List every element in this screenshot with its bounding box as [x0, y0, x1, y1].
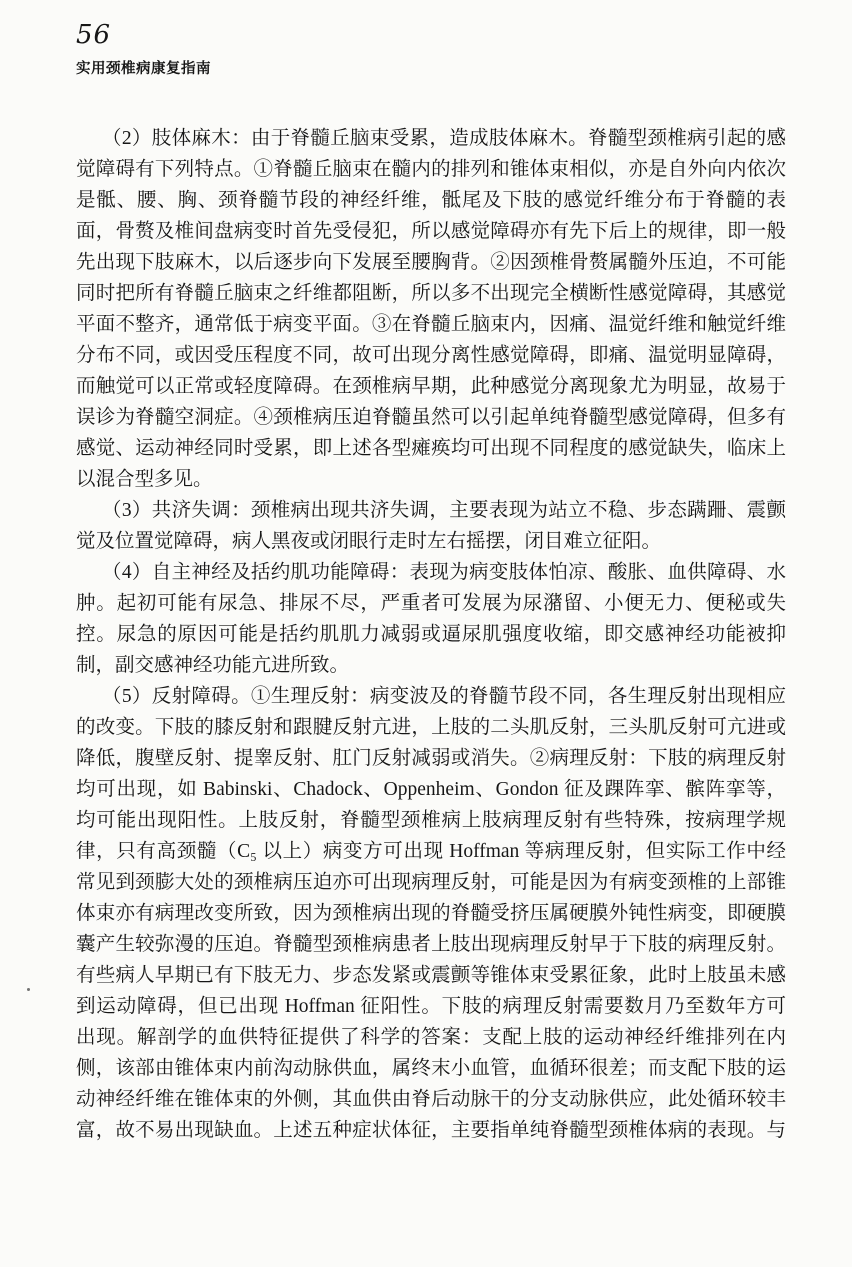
text-line: 制，副交感神经功能亢进所致。: [76, 655, 350, 676]
text-line: （3）共济失调：颈椎病出现共济失调，主要表现为站立不稳、步态蹒跚、震颤: [102, 500, 786, 521]
text-line: 体束亦有病理改变所致，因为颈椎病出现的脊髓受挤压属硬膜外钝性病变，即硬膜: [76, 903, 786, 924]
text-line: 误诊为脊髓空洞症。④颈椎病压迫脊髓虽然可以引起单纯脊髓型感觉障碍，但多有: [76, 407, 786, 428]
text-line: 律，只有高颈髓（C₅ 以上）病变方可出现 Hoffman 等病理反射，但实际工作中经: [76, 841, 786, 862]
text-line: 均可出现，如 Babinski、Chadock、Oppenheim、Gondon 征及踝阵挛、髌阵挛等，: [76, 779, 786, 800]
text-line: 感觉、运动神经同时受累，即上述各型瘫痪均可出现不同程度的感觉缺失，临床上: [76, 438, 786, 459]
text-line: 面，骨赘及椎间盘病变时首先受侵犯，所以感觉障碍亦有先下后上的规律，即一般: [76, 221, 786, 242]
text-lines: [76, 123, 786, 1146]
text-line: （5）反射障碍。①生理反射：病变波及的脊髓节段不同，各生理反射出现相应: [102, 686, 786, 707]
text-line: （2）肢体麻木：由于脊髓丘脑束受累，造成肢体麻木。脊髓型颈椎病引起的感: [102, 128, 786, 149]
text-line: 出现。解剖学的血供特征提供了科学的答案：支配上肢的运动神经纤维排列在内: [76, 1027, 786, 1048]
text-line: 以混合型多见。: [76, 469, 213, 490]
text-line: 是骶、腰、胸、颈脊髓节段的神经纤维，骶尾及下肢的感觉纤维分布于脊髓的表: [76, 190, 786, 211]
running-title: 实用颈椎病康复指南: [76, 61, 211, 77]
text-line: 先出现下肢麻木，以后逐步向下发展至腰胸背。②因颈椎骨赘属髓外压迫，不可能: [76, 252, 786, 273]
text-line: 降低，腹壁反射、提睾反射、肛门反射减弱或消失。②病理反射：下肢的病理反射: [76, 748, 786, 769]
page-number: 56: [76, 20, 112, 50]
text-line: 侧，该部由锥体束内前沟动脉供血，属终末小血管，血循环很差；而支配下肢的运: [76, 1058, 786, 1079]
text-line: 常见到颈膨大处的颈椎病压迫亦可出现病理反射，可能是因为有病变颈椎的上部锥: [76, 872, 786, 893]
text-line: 富，故不易出现缺血。上述五种症状体征，主要指单纯脊髓型颈椎体病的表现。与: [76, 1120, 786, 1141]
text-line: 分布不同，或因受压程度不同，故可出现分离性感觉障碍，即痛、温觉明显障碍，: [76, 345, 786, 366]
text-line: 有些病人早期已有下肢无力、步态发紧或震颤等锥体束受累征象，此时上肢虽未感: [76, 965, 786, 986]
text-line: 觉障碍有下列特点。①脊髓丘脑束在髓内的排列和锥体束相似，亦是自外向内依次: [76, 159, 786, 180]
scan-speck: [27, 988, 30, 991]
text-line: 囊产生较弥漫的压迫。脊髓型颈椎病患者上肢出现病理反射早于下肢的病理反射。: [76, 934, 786, 955]
text-line: 平面不整齐，通常低于病变平面。③在脊髓丘脑束内，因痛、温觉纤维和触觉纤维: [76, 314, 786, 335]
text-line: 的改变。下肢的膝反射和跟腱反射亢进，上肢的二头肌反射，三头肌反射可亢进或: [76, 717, 786, 738]
text-line: 肿。起初可能有尿急、排尿不尽，严重者可发展为尿潴留、小便无力、便秘或失: [76, 593, 786, 614]
text-line: 控。尿急的原因可能是括约肌肌力减弱或逼尿肌强度收缩，即交感神经功能被抑: [76, 624, 786, 645]
text-line: （4）自主神经及括约肌功能障碍：表现为病变肢体怕凉、酸胀、血供障碍、水: [102, 562, 786, 583]
text-line: 而触觉可以正常或轻度障碍。在颈椎病早期，此种感觉分离现象尤为明显，故易于: [76, 376, 786, 397]
text-line: 到运动障碍，但已出现 Hoffman 征阳性。下肢的病理反射需要数月乃至数年方可: [76, 996, 786, 1017]
text-line: 觉及位置觉障碍，病人黑夜或闭眼行走时左右摇摆，闭目难立征阳。: [76, 531, 662, 552]
text-line: 动神经纤维在锥体束的外侧，其血供由脊后动脉干的分支动脉供应，此处循环较丰: [76, 1089, 786, 1110]
text-line: 同时把所有脊髓丘脑束之纤维都阻断，所以多不出现完全横断性感觉障碍，其感觉: [76, 283, 786, 304]
text-line: 均可能出现阳性。上肢反射，脊髓型颈椎病上肢病理反射有些特殊，按病理学规: [76, 810, 786, 831]
